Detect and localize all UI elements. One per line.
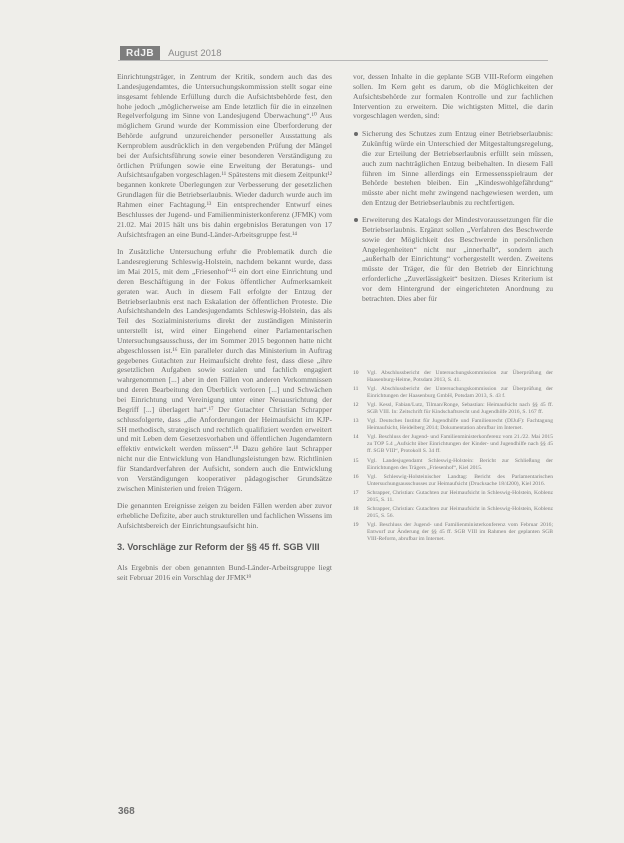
footnote	[353, 506, 553, 520]
footnote-text: Vgl. Deutsches Institut für Jugendhilfe und Familienrecht (DIJuF): Fachtagung Heimaufsicht, Heidelberg 2014; Dokumentation abrufbar im Internet.	[367, 418, 553, 432]
footnote-number: 16	[353, 473, 359, 480]
footnote-number: 12	[353, 402, 359, 409]
footnote-number: 10	[353, 370, 359, 376]
paragraph: In Zusätzliche Untersuchung erfuhr die Problematik durch die Landesregierung Schleswig-Holstein, nachdem bekannt wurde, dass im Mai 2015, mit dem „Friesenhof“¹⁵ ein dort eine Einrichtung und deren Beschäftigung in der Fokus öffentlicher Aufmerksamkeit geraten war. Auch in diesem Fall erfolgte der Entzug der Betriebserlaubnis erst nach Eskalation der öffentlichen Proteste. Die Aufsichtshandeln des Landesjugendamts Schleswig-Holstein, das als Teil des Sozialministeriums direkt der zuständigen Ministerin unterstellt ist, wird einer Eingehend einer Parlamentarischen Untersuchungsausschuss, der im Sommer 2015 begonnen hatte nicht abgeschlossen ist.¹⁶ Ein paralleler durch das Ministerium in Auftrag gegebenes Gutachten zur Heimaufsicht drehte fest, dass diese „ihre gesetzlichen Aufgaben sowie sozialen und fachlich engagiert wahrgenommen [...] aber in den Fällen von anderen Verkommnissen und deren Bearbeitung den Überblick verloren [...] und Schwächen bei Einrichtung und Vereinigung unter einer Neuausrichtung der Begriff [...] überlagert hat“.¹⁷ Der Gutachter Christian Schrapper schlussfolgerte, dass „die Anforderungen der Heimaufsicht im KJP-SH methodisch, strategisch und rechtlich qualifiziert werden erweitert und mit Leben dem Gesetzesvorhaben und öffentlichen Jugendamtern effektiv entwickelt werden müssen“.¹⁸ Dazu gehöre laut Schrapper nicht nur die Entwicklung von Handlungsleistungen bzw. Richtlinien für Standardverfahren der Aufsicht, sondern auch die Entwicklung von Verständigungen kooperativer pädagogischer Grundsätze zwischen Ministerien und freien Trägern.	[117, 247, 332, 493]
footnote-number: 19	[353, 521, 359, 528]
footnote	[353, 522, 553, 543]
bullet-item: Erweiterung des Katalogs der Mindestvoraussetzungen für die Betriebserlaubnis. Ergänzt sollen „Verfahren des Beschwerde sowie der Möglichkeit des Beschwerde in persönlichen Angelegenheiten“ nicht nur „innerhalb“, sondern auch „außerhalb der Einrichtung“ vorhergestellt werden. Zweitens müsste der Träger, die für den Betrieb der Einrichtung erforderliche „Zuverlässigkeit“ besitzen. Dieses Kriterium ist vor dem Hintergrund der eingerichteten Anordnung zu betrachten. Dies aber für	[353, 215, 553, 304]
bullet-list	[353, 129, 553, 303]
footnote	[353, 490, 553, 504]
footnote	[353, 370, 553, 384]
header-rule	[118, 60, 548, 61]
paragraph: Einrichtungsträger, in Zentrum der Kritik, sondern auch das des Landesjugendamtes, die Untersuchungskommission stellt sogar eine insgesamt fehlende Erfüllung durch die Aufsichtsbehörde fest, den hohe jedoch „möglicherweise am Ende letztlich für die in einzelnen Regelverfolgung im Sinne von Landesjugend Überwachung“.¹⁰ Aus möglichem Grund wurde der Kommission eine Überforderung der Behörde aufgrund unzureichender personeller Ausstattung als Kernproblem ausdrücklich in den vergebenden Prüfung der Mängel bei der Aufsichtsführung sowie einer besonderen Verständigung zu örtlichen Prüfungen sowie eine Erweitung der Beratungs- und Aufsichtsaufgaben vorgeschlagen.¹¹ Spätestens mit diesem Zeitpunkt¹² begannen konkrete Überlegungen zur Verbesserung der gesetzlichen Grundlagen für die Betriebserlaubnis. Wieder dadurch wurde auch im Rahmen einer Fachtagung.¹³ Ein entsprechender Entwurf eines Beschlusses der Jugend- und Familienministerkonferenz (JFMK) vom 21.02. Mai 2015 hält uns bis dahin ergebnislos Beratungen von 17 Aufsichtsfragen an eine Bund-Länder-Arbeitsgruppe fest.¹⁴	[117, 72, 332, 239]
footnote-text: Vgl. Schleswig-Holsteinischer Landtag: Bericht des Parlamentarischen Untersuchungsausschusses zur Heimaufsicht (Drucksache 18/4200), Kiel 2016.	[367, 473, 553, 487]
left-column	[117, 72, 332, 591]
footnote-number: 17	[353, 489, 359, 496]
footnote	[353, 386, 553, 400]
footnote-number: 13	[353, 418, 359, 425]
footnote-number: 11	[353, 386, 359, 393]
footnotes	[353, 370, 553, 545]
footnote-number: 15	[353, 457, 359, 464]
journal-badge: RdJB	[120, 46, 160, 61]
issue-date: August 2018	[168, 48, 222, 59]
footnote-text: Schrapper, Christian: Gutachten zur Heimaufsicht in Schleswig-Holstein, Koblenz 2015, S. 56.	[367, 505, 553, 519]
footnote	[353, 418, 553, 432]
footnote	[353, 474, 553, 488]
footnote-number: 14	[353, 434, 359, 441]
footnote-text: Vgl. Abschlussbericht der Untersuchungskommission zur Überprüfung der Haasenburg-Heime, Potsdam 2013, S. 41.	[367, 370, 553, 384]
bullet-item: Sicherung des Schutzes zum Entzug einer Betriebserlaubnis: Zukünftig würde ein Unterschied der Mitgestaltungsregelung, die zur Erteilung der Betriebserlaubnis erfüllt sein müssen, auch zum nachträglichen Entzug beibehalten. In diesem Fall führen im Sinne allerdings ein Ermessensspielraum der Behörde bestehen bleiben. Ein „Kindeswohlgefährdung“ müsste aber nicht mehr zwingend nachgewiesen werden, um den Entzug der Betriebserlaubnis zu rechtfertigen.	[353, 129, 553, 208]
section-heading: 3. Vorschläge zur Reform der §§ 45 ff. SGB VIII	[117, 541, 320, 552]
page-number: 368	[118, 806, 135, 817]
footnote-text: Vgl. Beschluss der Jugend- und Familienministerkonferenz vom 21./22. Mai 2015 zu TOP 5.4 „Aufsicht über Einrichtungen der Kinder- und Jugendhilfe nach §§ 45 ff. SGB VIII“, Protokoll S. 34 ff.	[367, 434, 553, 455]
footnote-text: Vgl. Abschlussbericht der Untersuchungskommission zur Überprüfung der Einrichtungen der Haasenburg GmbH, Potsdam 2013, S. 43 f.	[367, 386, 553, 400]
footnote	[353, 402, 553, 416]
footnote-text: Schrapper, Christian: Gutachten zur Heimaufsicht in Schleswig-Holstein, Koblenz 2015, S. 11.	[367, 489, 553, 503]
footnote-text: Vgl. Beschluss der Jugend- und Familienministerkonferenz vom Februar 2016; Entwurf zur Änderung der §§ 45 ff. SGB VIII im Rahmen der geplanten SGB VIII-Reform, abrufbar im Internet.	[367, 521, 553, 542]
running-header	[120, 46, 221, 61]
footnote	[353, 458, 553, 472]
footnote-text: Vgl. Landesjugendamt Schleswig-Holstein: Bericht zur Schließung der Einrichtungen des Trägers „Friesenhof“, Kiel 2015.	[367, 457, 553, 471]
paragraph: Als Ergebnis der oben genannten Bund-Länder-Arbeitsgruppe liegt seit Februar 2016 ein Vorschlag der JFMK¹⁹	[117, 562, 332, 582]
right-column	[353, 72, 553, 311]
paragraph: vor, dessen Inhalte in die geplante SGB VIII-Reform eingehen sollen. Im Kern geht es darum, ob die Möglichkeiten der Aufsichtsbehörde zur formalen Kontrolle und zur fachlichen Intervention zu erweitern. Die wichtigsten Mittel, die darin vorgeschlagen werden, sind:	[353, 72, 553, 121]
paragraph: Die genannten Ereignisse zeigen zu beiden Fällen werden aber zuvor erhebliche Defizite, aber auch strukturellen und fachlichen Wissens im Aufsichtsbereich der Einrichtungsaufsicht hin.	[117, 501, 332, 531]
footnote-number: 18	[353, 505, 359, 512]
footnote	[353, 434, 553, 455]
footnote-text: Vgl. Kessl, Fabian/Lutz, Tilman/Ronge, Sebastian: Heimaufsicht nach §§ 45 ff. SGB VIII. In: Zeitschrift für Kindschaftsrecht und Jugendhilfe 2016, S. 167 ff.	[367, 402, 553, 416]
